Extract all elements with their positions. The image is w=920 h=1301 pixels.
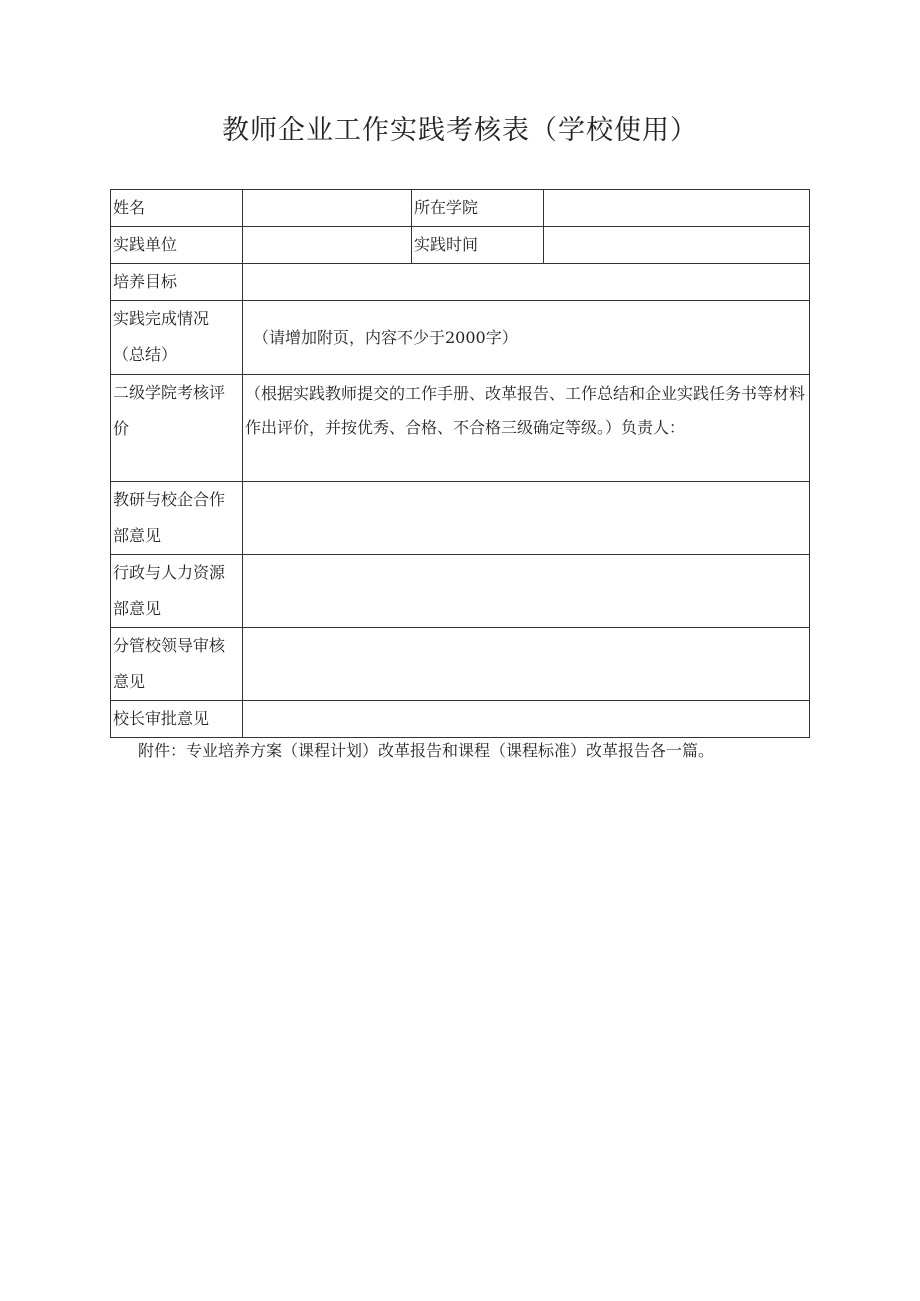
completion-label: 实践完成情况（总结）: [111, 301, 243, 375]
research-field[interactable]: [243, 482, 810, 555]
college-eval-note: （根据实践教师提交的工作手册、改革报告、工作总结和企业实践任务书等材料作出评价，并按优秀、合格、不合格三级确定等级。）负责人：: [245, 384, 806, 437]
research-label: 教研与校企合作部意见: [111, 482, 243, 555]
college-label: 所在学院: [412, 190, 544, 227]
unit-label: 实践单位: [111, 227, 243, 264]
completion-field[interactable]: [243, 301, 810, 375]
assessment-table: [110, 189, 810, 738]
time-label: 实践时间: [412, 227, 544, 264]
president-label: 校长审批意见: [111, 701, 243, 738]
hr-label: 行政与人力资源部意见: [111, 555, 243, 628]
attachment-note: 附件：专业培养方案（课程计划）改革报告和课程（课程标准）改革报告各一篇。: [138, 741, 715, 760]
unit-field[interactable]: [243, 227, 412, 264]
goal-field[interactable]: [243, 264, 810, 301]
completion-note: （请增加附页，内容不少于2000字）: [253, 327, 518, 347]
college-field[interactable]: [544, 190, 810, 227]
form-title: 教师企业工作实践考核表（学校使用）: [222, 115, 698, 146]
hr-field[interactable]: [243, 555, 810, 628]
time-field[interactable]: [544, 227, 810, 264]
college-eval-field[interactable]: [243, 375, 810, 482]
leader-label: 分管校领导审核意见: [111, 628, 243, 701]
president-field[interactable]: [243, 701, 810, 738]
name-field[interactable]: [243, 190, 412, 227]
college-eval-label: 二级学院考核评价: [111, 375, 243, 482]
goal-label: 培养目标: [111, 264, 243, 301]
leader-field[interactable]: [243, 628, 810, 701]
name-label: 姓名: [111, 190, 243, 227]
